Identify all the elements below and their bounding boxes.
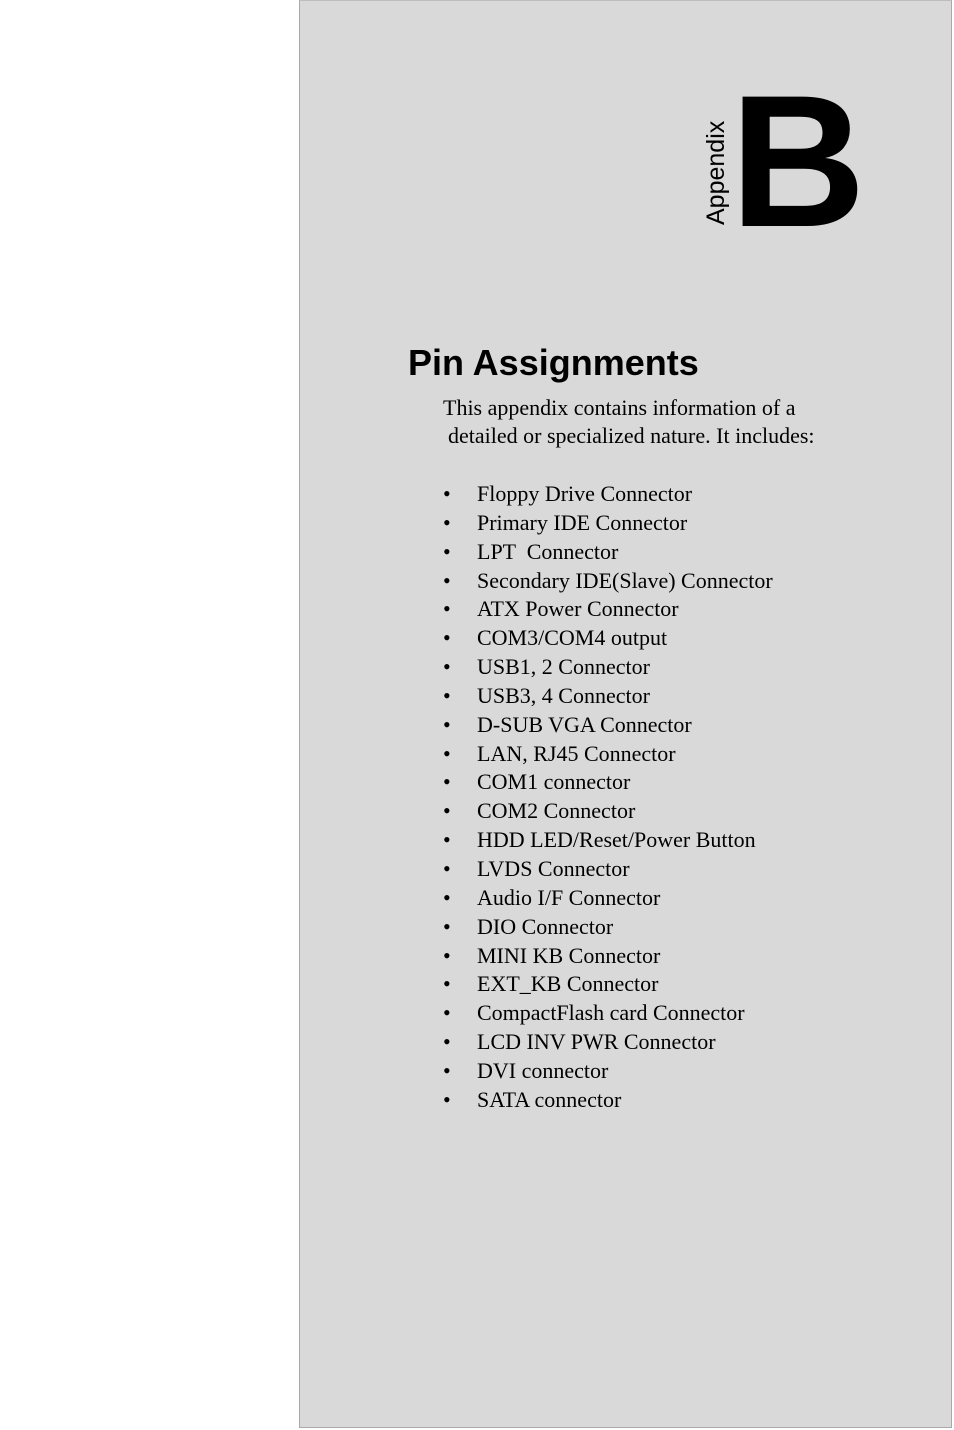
list-item — [443, 970, 773, 999]
appendix-letter: B — [730, 56, 866, 266]
list-item-label: DIO Connector — [477, 913, 614, 939]
bullet-icon: • — [443, 827, 451, 853]
connector-list — [443, 480, 773, 1115]
list-item — [443, 942, 773, 971]
list-item-label: COM3/COM4 output — [477, 625, 668, 651]
list-item — [443, 855, 773, 884]
bullet-icon: • — [443, 567, 451, 593]
list-item — [443, 826, 773, 855]
list-item — [443, 913, 773, 942]
list-item-label: LPT Connector — [477, 538, 619, 564]
list-item — [443, 740, 773, 769]
list-item-label: Audio I/F Connector — [477, 884, 661, 910]
bullet-icon: • — [443, 538, 451, 564]
list-item-label: COM1 connector — [477, 769, 631, 795]
list-item — [443, 682, 773, 711]
list-item — [443, 595, 773, 624]
list-item-label: Primary IDE Connector — [477, 509, 688, 535]
intro-line-2: detailed or specialized nature. It includes: — [448, 423, 815, 448]
list-item-label: MINI KB Connector — [477, 942, 661, 968]
list-item — [443, 567, 773, 596]
list-item-label: EXT_KB Connector — [477, 971, 659, 997]
list-item — [443, 1057, 773, 1086]
list-item — [443, 480, 773, 509]
list-item — [443, 1086, 773, 1115]
list-item-label: LAN, RJ45 Connector — [477, 740, 676, 766]
bullet-icon: • — [443, 596, 451, 622]
bullet-icon: • — [443, 942, 451, 968]
list-item-label: DVI connector — [477, 1057, 609, 1083]
bullet-icon: • — [443, 971, 451, 997]
bullet-icon: • — [443, 798, 451, 824]
list-item — [443, 768, 773, 797]
bullet-icon: • — [443, 1086, 451, 1112]
list-item-label: LCD INV PWR Connector — [477, 1029, 716, 1055]
bullet-icon: • — [443, 1029, 451, 1055]
list-item-label: LVDS Connector — [477, 855, 630, 881]
bullet-icon: • — [443, 855, 451, 881]
bullet-icon: • — [443, 509, 451, 535]
intro-paragraph — [443, 394, 815, 450]
list-item-label: Secondary IDE(Slave) Connector — [477, 567, 773, 593]
list-item — [443, 653, 773, 682]
bullet-icon: • — [443, 740, 451, 766]
list-item-label: Floppy Drive Connector — [477, 481, 693, 506]
bullet-icon: • — [443, 654, 451, 680]
list-item — [443, 538, 773, 567]
list-item-label: HDD LED/Reset/Power Button — [477, 827, 756, 853]
list-item — [443, 999, 773, 1028]
list-item-label: SATA connector — [477, 1086, 622, 1112]
bullet-icon: • — [443, 884, 451, 910]
list-item-label: USB1, 2 Connector — [477, 654, 650, 680]
list-item-label: COM2 Connector — [477, 798, 636, 824]
bullet-icon: • — [443, 481, 451, 506]
list-item — [443, 884, 773, 913]
bullet-icon: • — [443, 1000, 451, 1026]
list-item-label: USB3, 4 Connector — [477, 682, 650, 708]
bullet-icon: • — [443, 769, 451, 795]
list-item-label: CompactFlash card Connector — [477, 1000, 745, 1026]
list-item — [443, 509, 773, 538]
bullet-icon: • — [443, 682, 451, 708]
bullet-icon: • — [443, 625, 451, 651]
list-item — [443, 1028, 773, 1057]
bullet-icon: • — [443, 1057, 451, 1083]
intro-line-1: This appendix contains information of a — [443, 395, 796, 420]
bullet-icon: • — [443, 711, 451, 737]
list-item-label: ATX Power Connector — [477, 596, 679, 622]
list-item — [443, 711, 773, 740]
list-item — [443, 624, 773, 653]
list-item — [443, 797, 773, 826]
bullet-icon: • — [443, 913, 451, 939]
appendix-label: Appendix — [702, 120, 730, 225]
list-item-label: D-SUB VGA Connector — [477, 711, 692, 737]
page-title: Pin Assignments — [408, 342, 699, 383]
